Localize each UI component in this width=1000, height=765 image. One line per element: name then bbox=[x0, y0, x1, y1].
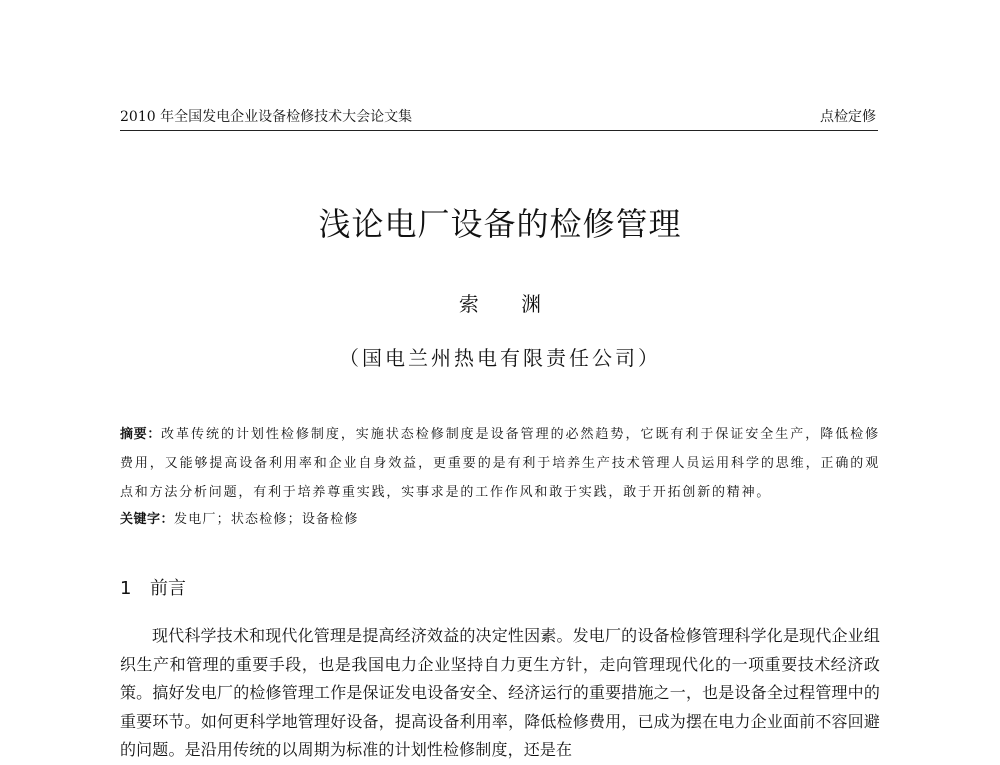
keywords bbox=[120, 507, 880, 533]
section-number: 1 bbox=[120, 578, 132, 599]
running-header bbox=[120, 108, 878, 131]
keywords-label: 关键字： bbox=[120, 512, 175, 527]
abstract-label: 摘要： bbox=[120, 427, 162, 442]
abstract bbox=[120, 420, 880, 507]
section-heading bbox=[120, 577, 186, 601]
abstract-text: 改革传统的计划性检修制度，实施状态检修制度是设备管理的必然趋势，它既有利于保证安全生产，降低检修费用，又能够提高设备利用率和企业自身效益，更重要的是有利于培养生产技术管理人员运用科学的思维，正确的观点和方法分析问题，有利于培养尊重实践，实事求是的工作作风和敢于实践，敢于开拓创新的精神。 bbox=[120, 427, 880, 500]
header-proceedings-title: 2010 年全国发电企业设备检修技术大会论文集 bbox=[120, 109, 413, 125]
author-affiliation: （国电兰州热电有限责任公司） bbox=[339, 346, 661, 370]
body-paragraph: 现代科学技术和现代化管理是提高经济效益的决定性因素。发电厂的设备检修管理科学化是现代企业组织生产和管理的重要手段，也是我国电力企业坚持自力更生方针，走向管理现代化的一项重要技术经济政策。搞好发电厂的检修管理工作是保证发电设备安全、经济运行的重要措施之一，也是设备全过程管理中的重要环节。如何更科学地管理好设备，提高设备利用率，降低检修费用，已成为摆在电力企业面前不容回避的问题。是沿用传统的以周期为标准的计划性检修制度，还是在 bbox=[120, 626, 880, 759]
author-name: 索 渊 bbox=[458, 292, 560, 316]
keywords-text: 发电厂；状态检修；设备检修 bbox=[174, 512, 359, 527]
paper-title: 浅论电厂设备的检修管理 bbox=[318, 205, 682, 243]
header-section-name: 点检定修 bbox=[820, 109, 876, 125]
section-title: 前言 bbox=[150, 578, 186, 599]
